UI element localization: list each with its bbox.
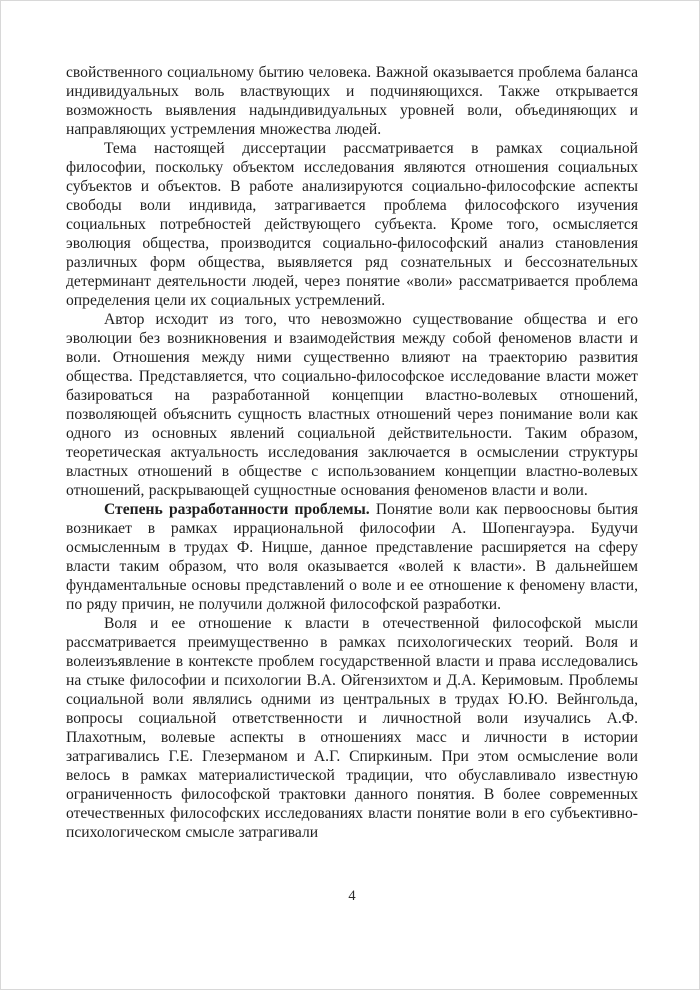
section-heading-inline: Степень разработанности проблемы.: [104, 501, 370, 518]
page-number: 4: [348, 888, 356, 904]
paragraph-dissertation-topic: Тема настоящей диссертации рассматривается в рамках социальной философии, поскольку объектом исследования являются отношения социальных субъектов и объектов. В работе анализируются социально-философские аспекты свободы воли индивида, затрагивается проблема философского изучения социальных потребностей действующего субъекта. Кроме того, осмысляется эволюция общества, производится социально-философский анализ становления различных форм общества, выявляется ряд сознательных и бессознательных детерминант деятельности людей, через понятие «воли» рассматривается проблема определения цели их социальных устремлений.: [66, 140, 638, 309]
paragraph-author-premise: Автор исходит из того, что невозможно существование общества и его эволюции без возникновения и взаимодействия между собой феноменов власти и воли. Отношения между ними существенно влияют на траекторию развития общества. Представляется, что социально-философское исследование власти может базироваться на разработанной концепции властно-волевых отношений, позволяющей объяснить сущность властных отношений через понимание воли как одного из основных явлений социальной действительности. Таким образом, теоретическая актуальность исследования заключается в осмыслении структуры властных отношений в обществе с использованием концепции властно-волевых отношений, раскрывающей сущностные основания феноменов власти и воли.: [66, 311, 638, 499]
paragraph-domestic-philosophy: Воля и ее отношение к власти в отечественной философской мысли рассматривается преимущественно в рамках психологических теорий. Воля и волеизъявление в контексте проблем государственной власти и права исследовались на стыке философии и психологии В.А. Ойгензихтом и Д.А. Керимовым. Проблемы социальной воли являлись одними из центральных в трудах Ю.Ю. Вейнгольда, вопросы социальной ответственности и личностной воли изучались А.Ф. Плахотным, волевые аспекты в отношениях масс и личности в истории затрагивались Г.Е. Глезерманом и А.Г. Спиркиным. При этом осмысление воли велось в рамках материалистической традиции, что обуславливало известную ограниченность философской трактовки данного понятия. В более современных отечественных философских исследованиях власти понятие воли в его субъективно-психологическом смысле затрагивали: [66, 615, 638, 841]
paragraph-problem-elaboration: [66, 500, 638, 614]
paragraph-continuation: свойственного социальному бытию человека. Важной оказывается проблема баланса индивидуальных воль властвующих и подчиняющихся. Также открывается возможность выявления надындивидуальных уровней воли, объединяющих и направляющих устремления множества людей.: [66, 64, 638, 138]
paragraph-text: Понятие воли как первоосновы бытия возникает в рамках иррациональной философии А. Шопенгауэра. Будучи осмысленным в трудах Ф. Ницше, данное представление расширяется на сферу власти таким образом, что воля оказывается «волей к власти». В дальнейшем фундаментальные основы представлений о воле и ее отношение к феномену власти, по ряду причин, не получили должной философской разработки.: [66, 501, 638, 613]
text-block: [66, 63, 638, 842]
